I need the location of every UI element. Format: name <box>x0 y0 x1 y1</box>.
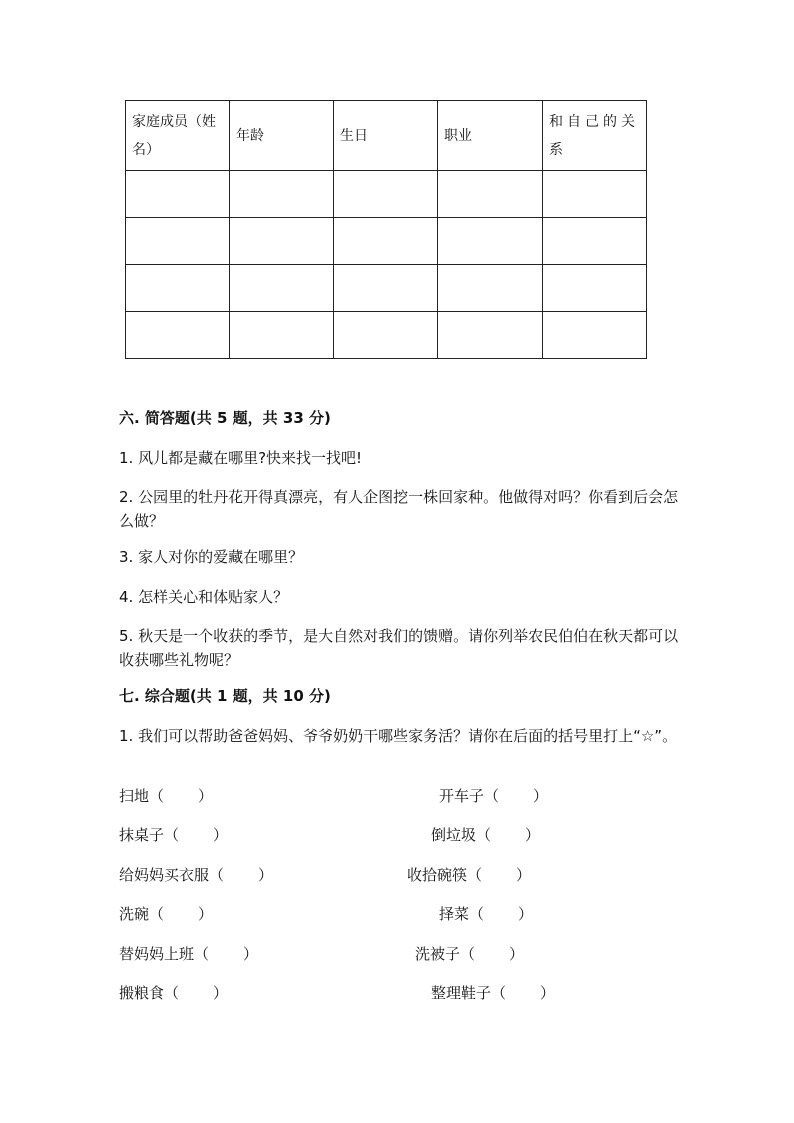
chore-item-left <box>119 981 228 1005</box>
table-cell[interactable] <box>126 312 230 359</box>
chore-item-right <box>415 942 524 966</box>
chore-label: 择菜 <box>439 905 470 923</box>
header-occupation: 职业 <box>438 101 543 171</box>
table-cell[interactable] <box>543 312 647 359</box>
header-age: 年龄 <box>230 101 334 171</box>
chore-label: 给妈妈买衣服 <box>119 866 210 884</box>
table-cell[interactable] <box>334 312 438 359</box>
answer-paren-open: （ <box>149 905 165 923</box>
table-cell[interactable] <box>126 171 230 218</box>
table-cell[interactable] <box>438 265 543 312</box>
answer-paren-close: ） <box>509 945 525 963</box>
table-cell[interactable] <box>438 218 543 265</box>
table-row <box>126 312 647 359</box>
table-cell[interactable] <box>334 218 438 265</box>
table-cell[interactable] <box>334 265 438 312</box>
answer-paren-open: （ <box>469 905 485 923</box>
answer-paren-open: （ <box>484 787 500 805</box>
question-6-4: 4. 怎样关心和体贴家人？ <box>119 588 289 606</box>
answer-paren-open: （ <box>476 826 492 844</box>
chore-label: 替妈妈上班 <box>119 945 195 963</box>
header-relationship: 和自己的关系 <box>543 101 647 171</box>
answer-paren-open: （ <box>164 826 180 844</box>
chore-label: 抹桌子 <box>119 826 165 844</box>
answer-paren-close: ） <box>198 787 214 805</box>
chore-label: 整理鞋子 <box>431 984 492 1002</box>
table-cell[interactable] <box>230 312 334 359</box>
table-cell[interactable] <box>230 265 334 312</box>
question-6-5: 5. 秋天是一个收获的季节，是大自然对我们的馈赠。请你列举农民伯伯在秋天都可以收获哪些礼物呢？ <box>119 627 679 669</box>
answer-paren-open: （ <box>467 866 483 884</box>
table-row <box>126 171 647 218</box>
chore-item-left <box>119 902 213 926</box>
chore-label: 洗被子 <box>415 945 461 963</box>
chore-item-left <box>119 823 228 847</box>
answer-paren-open: （ <box>491 984 507 1002</box>
answer-paren-open: （ <box>194 945 210 963</box>
question-7-1: 1. 我们可以帮助爸爸妈妈、爷爷奶奶干哪些家务活？请你在后面的括号里打上“☆”。 <box>119 727 678 745</box>
table-row <box>126 265 647 312</box>
chore-item-left <box>119 863 273 887</box>
chore-label: 开车子 <box>439 787 485 805</box>
answer-paren-close: ） <box>213 826 229 844</box>
answer-paren-close: ） <box>198 905 214 923</box>
chore-item-left <box>119 942 258 966</box>
chore-label: 洗碗 <box>119 905 150 923</box>
answer-paren-close: ） <box>243 945 259 963</box>
chore-label: 搬粮食 <box>119 984 165 1002</box>
table-cell[interactable] <box>334 171 438 218</box>
answer-paren-close: ） <box>516 866 532 884</box>
question-6-2: 2. 公园里的牡丹花开得真漂亮，有人企图挖一株回家种。他做得对吗？你看到后会怎么做？ <box>119 488 679 530</box>
answer-paren-close: ） <box>518 905 534 923</box>
table-cell[interactable] <box>543 218 647 265</box>
table-cell[interactable] <box>543 265 647 312</box>
chore-item-left <box>119 784 213 808</box>
chore-item-right <box>439 784 548 808</box>
chore-label: 扫地 <box>119 787 150 805</box>
table-row <box>126 218 647 265</box>
answer-paren-close: ） <box>213 984 229 1002</box>
answer-paren-open: （ <box>209 866 225 884</box>
chore-label: 倒垃圾 <box>431 826 477 844</box>
answer-paren-close: ） <box>533 787 549 805</box>
answer-paren-open: （ <box>164 984 180 1002</box>
chore-item-right <box>439 902 533 926</box>
family-members-table <box>125 100 647 359</box>
answer-paren-open: （ <box>460 945 476 963</box>
question-6-1: 1. 风儿都是藏在哪里?快来找一找吧! <box>119 449 363 467</box>
table-cell[interactable] <box>230 218 334 265</box>
answer-paren-close: ） <box>540 984 556 1002</box>
table-cell[interactable] <box>543 171 647 218</box>
chore-label: 收拾碗筷 <box>407 866 468 884</box>
table-cell[interactable] <box>126 218 230 265</box>
chore-item-right <box>407 863 531 887</box>
answer-paren-close: ） <box>258 866 274 884</box>
chore-item-right <box>431 981 555 1005</box>
section7-heading: 七. 综合题(共 1 题，共 10 分) <box>119 687 331 705</box>
question-6-3: 3. 家人对你的爱藏在哪里？ <box>119 548 304 566</box>
header-member-name: 家庭成员（姓名） <box>126 101 230 171</box>
table-cell[interactable] <box>126 265 230 312</box>
table-cell[interactable] <box>438 312 543 359</box>
table-header-row <box>126 101 647 171</box>
table-cell[interactable] <box>230 171 334 218</box>
table-cell[interactable] <box>438 171 543 218</box>
chore-item-right <box>431 823 540 847</box>
header-birthday: 生日 <box>334 101 438 171</box>
answer-paren-open: （ <box>149 787 165 805</box>
section6-heading: 六. 简答题(共 5 题，共 33 分) <box>119 409 331 427</box>
answer-paren-close: ） <box>525 826 541 844</box>
